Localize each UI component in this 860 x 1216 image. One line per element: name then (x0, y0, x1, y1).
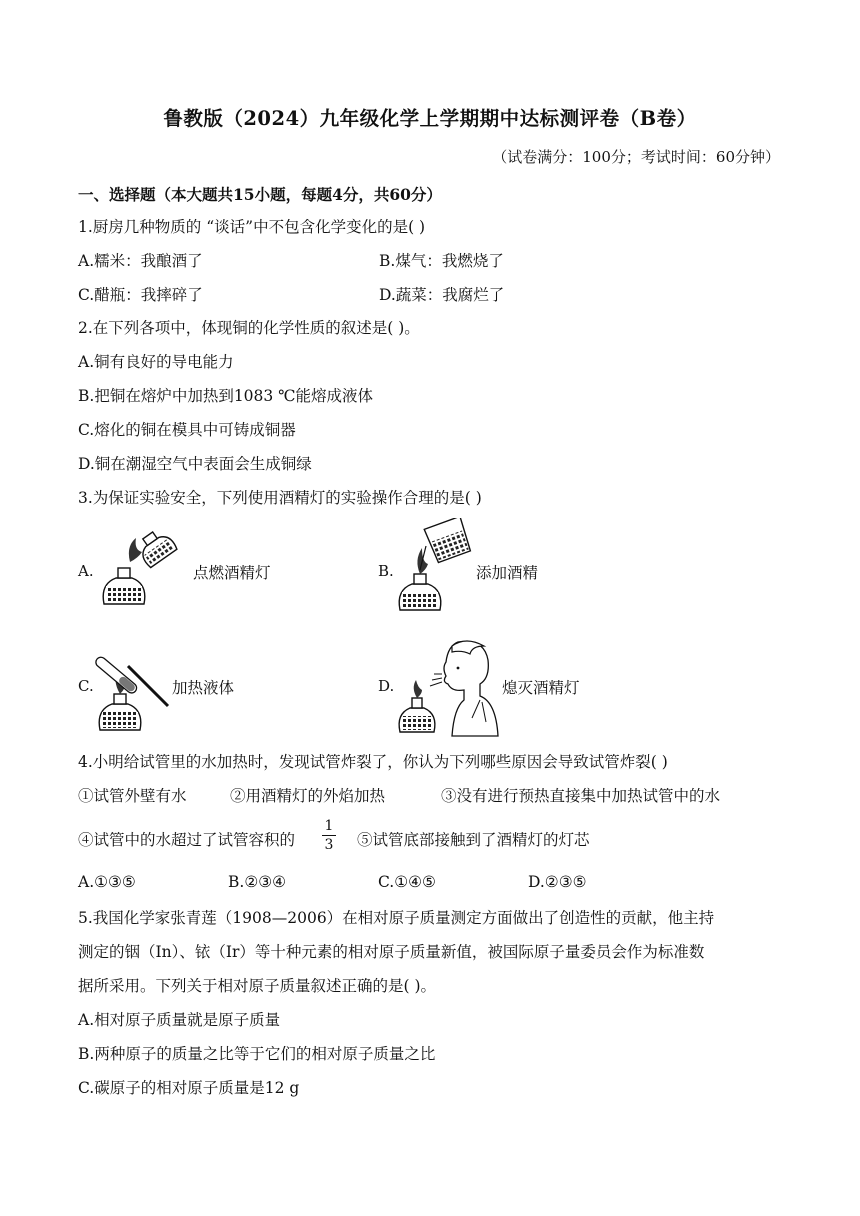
question-1-option-b: B.煤气：我燃烧了 (379, 252, 504, 270)
question-4-option-d: D.②③⑤ (528, 873, 587, 891)
question-3-option-b-letter: B. (378, 562, 394, 580)
figure-heating-liquid (92, 636, 172, 736)
question-5-option-b: B.两种原子的质量之比等于它们的相对原子质量之比 (78, 1045, 436, 1063)
question-2-option-d: D.铜在潮湿空气中表面会生成铜绿 (78, 455, 312, 473)
question-5-stem-line-2: 测定的铟（In）、铱（Ir）等十种元素的相对原子质量新值，被国际原子量委员会作为标准数 (78, 943, 705, 961)
fraction-bar (322, 835, 336, 836)
fraction-numerator: 1 (324, 818, 334, 834)
figure-blowing-out-lamp (392, 638, 500, 738)
question-3-option-d-letter: D. (378, 677, 395, 695)
exam-meta: （试卷满分：100分；考试时间：60分钟） (492, 148, 780, 166)
fraction-one-third (322, 818, 336, 853)
question-1-option-d: D.蔬菜：我腐烂了 (379, 286, 505, 304)
question-4-reason-2: ②用酒精灯的外焰加热 (230, 787, 386, 805)
question-1-option-a: A.糯米：我酿酒了 (78, 252, 203, 270)
question-3-option-a-letter: A. (78, 562, 94, 580)
figure-lighting-lamp (92, 522, 188, 614)
question-3-option-b-label: 添加酒精 (476, 564, 539, 582)
question-4-reason-1: ①试管外壁有水 (78, 787, 187, 805)
question-5-option-a: A.相对原子质量就是原子质量 (78, 1011, 281, 1029)
question-3-stem: 3.为保证实验安全，下列使用酒精灯的实验操作合理的是( ) (78, 489, 482, 507)
section-heading: 一、选择题（本大题共15小题，每题4分，共60分） (78, 185, 442, 204)
question-2-option-b: B.把铜在熔炉中加热到1083 ℃能熔成液体 (78, 387, 374, 405)
question-5-stem-line-3: 据所采用。下列关于相对原子质量叙述正确的是( )。 (78, 977, 437, 995)
page-title: 鲁教版（2024）九年级化学上学期期中达标测评卷（B卷） (163, 107, 697, 130)
question-4-option-a: A.①③⑤ (78, 873, 136, 891)
question-4-option-c: C.①④⑤ (378, 873, 436, 891)
question-4-option-b: B.②③④ (228, 873, 287, 891)
question-4-reason-5: ⑤试管底部接触到了酒精灯的灯芯 (357, 831, 590, 849)
question-2-option-c: C.熔化的铜在模具中可铸成铜器 (78, 421, 296, 439)
question-3-option-c-letter: C. (78, 677, 94, 695)
question-5-stem-line-1: 5.我国化学家张青莲（1908—2006）在相对原子质量测定方面做出了创造性的贡献，他主持 (78, 909, 715, 927)
question-3-option-a-label: 点燃酒精灯 (193, 564, 271, 582)
question-1-stem: 1.厨房几种物质的 “谈话”中不包含化学变化的是( ) (78, 218, 426, 236)
question-5-option-c: C.碳原子的相对原子质量是12 g (78, 1079, 300, 1097)
question-4-stem: 4.小明给试管里的水加热时，发现试管炸裂了，你认为下列哪些原因会导致试管炸裂( ) (78, 753, 668, 771)
question-2-option-a: A.铜有良好的导电能力 (78, 353, 234, 371)
question-1-option-c: C.醋瓶：我摔碎了 (78, 286, 203, 304)
question-2-stem: 2.在下列各项中，体现铜的化学性质的叙述是( )。 (78, 319, 420, 337)
question-4-reason-3: ③没有进行预热直接集中加热试管中的水 (441, 787, 721, 805)
question-3-option-c-label: 加热液体 (172, 679, 235, 697)
question-3-option-d-label: 熄灭酒精灯 (502, 679, 580, 697)
fraction-denominator: 3 (324, 837, 334, 853)
question-4-reason-4: ④试管中的水超过了试管容积的 (78, 831, 296, 849)
figure-adding-alcohol (392, 518, 474, 618)
